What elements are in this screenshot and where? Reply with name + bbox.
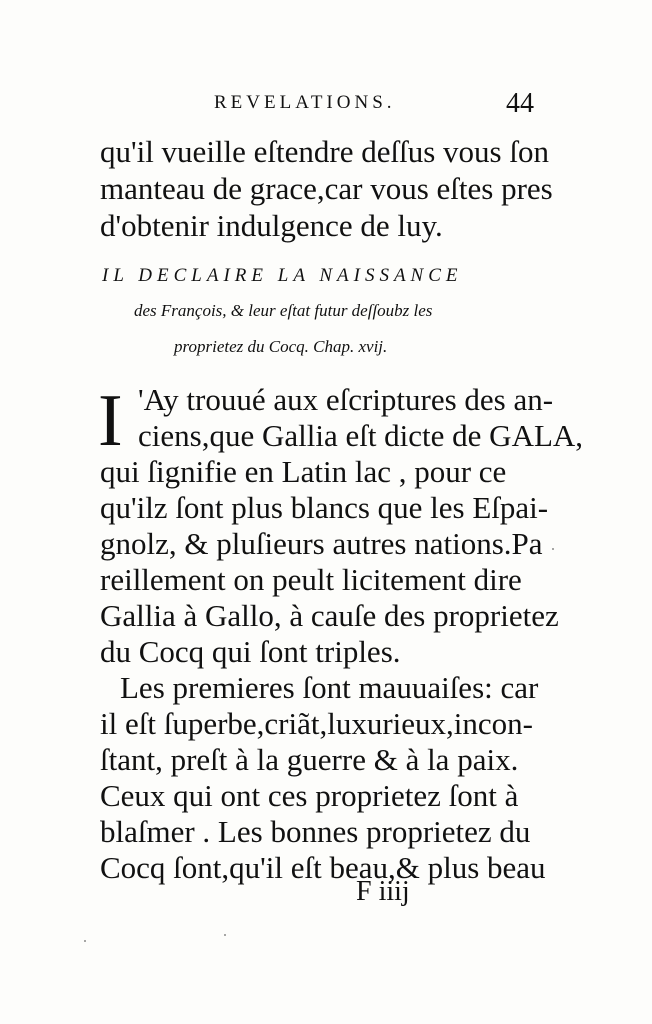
text-line: Les premieres ſont mauuaiſes: car [120,670,539,705]
text-line: ſtant, preſt à la guerre & à la paix. [100,742,519,777]
drop-capital: I [98,380,123,462]
paper-speck [84,940,86,942]
paper-speck [224,934,226,936]
text-line: qu'ilz ſont plus blancs que les Eſpai- [100,490,549,525]
text-line: gnolz, & pluſieurs autres nations.Pa [100,526,543,561]
chapter-heading-line: des François, & leur eſtat futur deſſoubz les [134,301,433,320]
text-line: qui ſignifie en Latin lac , pour ce [100,454,507,489]
text-line: ciens,que Gallia eſt dicte de GALA, [138,418,584,453]
text-line: il eſt ſuperbe,criãt,luxurieux,incon- [100,706,533,741]
text-line: Ceux qui ont ces proprietez ſont à [100,778,519,813]
text-line: Gallia à Gallo, à cauſe des proprietez [100,598,559,633]
text-line: Cocq ſont,qu'il eſt beau,& plus beau [100,850,546,885]
text-line: manteau de grace,car vous eſtes pres [100,171,553,206]
paper-speck [552,548,554,550]
running-head: REVELATIONS. [214,92,396,113]
page-number: 44 [506,88,534,119]
text-line: d'obtenir indulgence de luy. [100,208,443,243]
chapter-heading-line: IL DECLAIRE LA NAISSANCE [102,265,463,286]
signature-mark: F iiij [356,876,410,907]
text-line: qu'il vueille eſtendre deſſus vous ſon [100,134,549,169]
text-line: blaſmer . Les bonnes proprietez du [100,814,531,849]
chapter-heading-line: proprietez du Cocq. Chap. xvij. [174,337,388,356]
text-line: reillement on peult licitement dire [100,562,522,597]
text-line: 'Ay trouué aux eſcriptures des an- [138,382,554,417]
text-line: du Cocq qui ſont triples. [100,634,401,669]
